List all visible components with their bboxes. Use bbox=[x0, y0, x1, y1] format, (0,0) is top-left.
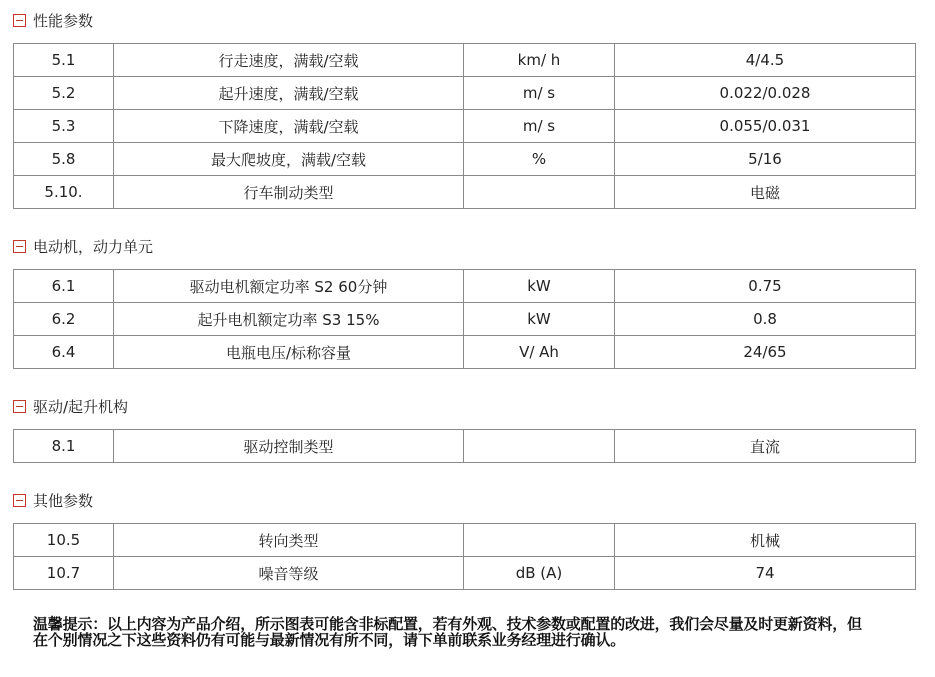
table-row bbox=[14, 143, 916, 176]
section-title: 其他参数 bbox=[33, 491, 94, 510]
cell-value: 5/16 bbox=[615, 143, 916, 176]
cell-value: 0.75 bbox=[615, 270, 916, 303]
cell-value: 24/65 bbox=[615, 336, 916, 369]
notice bbox=[33, 616, 933, 648]
cell-name: 行车制动类型 bbox=[114, 176, 464, 209]
spec-section bbox=[13, 490, 913, 590]
cell-name: 起升电机额定功率 S3 15% bbox=[114, 303, 464, 336]
cell-code: 10.7 bbox=[14, 557, 114, 590]
table-row bbox=[14, 176, 916, 209]
table-row bbox=[14, 270, 916, 303]
cell-value: 4/4.5 bbox=[615, 44, 916, 77]
cell-unit bbox=[464, 524, 615, 557]
collapse-minus-icon[interactable] bbox=[13, 400, 26, 413]
cell-name: 驱动控制类型 bbox=[114, 430, 464, 463]
cell-code: 5.3 bbox=[14, 110, 114, 143]
section-title: 驱动/起升机构 bbox=[33, 397, 129, 416]
cell-code: 5.8 bbox=[14, 143, 114, 176]
spec-section bbox=[13, 396, 913, 463]
table-row bbox=[14, 77, 916, 110]
section-header[interactable] bbox=[13, 396, 913, 416]
spec-table bbox=[13, 269, 916, 369]
cell-name: 最大爬坡度，满载/空载 bbox=[114, 143, 464, 176]
cell-code: 6.1 bbox=[14, 270, 114, 303]
cell-unit: m/ s bbox=[464, 110, 615, 143]
cell-code: 6.2 bbox=[14, 303, 114, 336]
section-title: 电动机，动力单元 bbox=[33, 237, 154, 256]
table-row bbox=[14, 44, 916, 77]
cell-unit: m/ s bbox=[464, 77, 615, 110]
cell-name: 起升速度，满载/空载 bbox=[114, 77, 464, 110]
cell-name: 电瓶电压/标称容量 bbox=[114, 336, 464, 369]
cell-unit bbox=[464, 176, 615, 209]
cell-value: 0.022/0.028 bbox=[615, 77, 916, 110]
cell-value: 0.055/0.031 bbox=[615, 110, 916, 143]
cell-code: 6.4 bbox=[14, 336, 114, 369]
cell-code: 8.1 bbox=[14, 430, 114, 463]
section-header[interactable] bbox=[13, 10, 913, 30]
cell-value: 电磁 bbox=[615, 176, 916, 209]
cell-name: 噪音等级 bbox=[114, 557, 464, 590]
cell-name: 行走速度，满载/空载 bbox=[114, 44, 464, 77]
notice-line-1: 温馨提示：以上内容为产品介绍，所示图表可能含非标配置，若有外观、技术参数或配置的改进，我们会尽量及时更新资料，但 bbox=[33, 615, 862, 633]
spec-table bbox=[13, 43, 916, 209]
cell-value: 机械 bbox=[615, 524, 916, 557]
table-row bbox=[14, 430, 916, 463]
spec-table bbox=[13, 523, 916, 590]
table-row bbox=[14, 303, 916, 336]
spec-section bbox=[13, 10, 913, 209]
collapse-minus-icon[interactable] bbox=[13, 240, 26, 253]
cell-value: 0.8 bbox=[615, 303, 916, 336]
cell-code: 5.1 bbox=[14, 44, 114, 77]
cell-name: 驱动电机额定功率 S2 60分钟 bbox=[114, 270, 464, 303]
cell-unit: km/ h bbox=[464, 44, 615, 77]
cell-unit: dB (A) bbox=[464, 557, 615, 590]
section-header[interactable] bbox=[13, 236, 913, 256]
cell-value: 直流 bbox=[615, 430, 916, 463]
cell-code: 5.10. bbox=[14, 176, 114, 209]
table-row bbox=[14, 336, 916, 369]
cell-code: 10.5 bbox=[14, 524, 114, 557]
cell-name: 下降速度，满载/空载 bbox=[114, 110, 464, 143]
table-row bbox=[14, 524, 916, 557]
cell-code: 5.2 bbox=[14, 77, 114, 110]
cell-unit bbox=[464, 430, 615, 463]
cell-value: 74 bbox=[615, 557, 916, 590]
cell-unit: V/ Ah bbox=[464, 336, 615, 369]
spec-table bbox=[13, 429, 916, 463]
cell-unit: kW bbox=[464, 303, 615, 336]
notice-line-2: 在个别情况之下这些资料仍有可能与最新情况有所不同，请下单前联系业务经理进行确认。 bbox=[33, 631, 626, 649]
section-title: 性能参数 bbox=[33, 11, 94, 30]
table-row bbox=[14, 557, 916, 590]
collapse-minus-icon[interactable] bbox=[13, 494, 26, 507]
section-header[interactable] bbox=[13, 490, 913, 510]
cell-unit: kW bbox=[464, 270, 615, 303]
spec-section bbox=[13, 236, 913, 369]
cell-name: 转向类型 bbox=[114, 524, 464, 557]
collapse-minus-icon[interactable] bbox=[13, 14, 26, 27]
table-row bbox=[14, 110, 916, 143]
cell-unit: % bbox=[464, 143, 615, 176]
